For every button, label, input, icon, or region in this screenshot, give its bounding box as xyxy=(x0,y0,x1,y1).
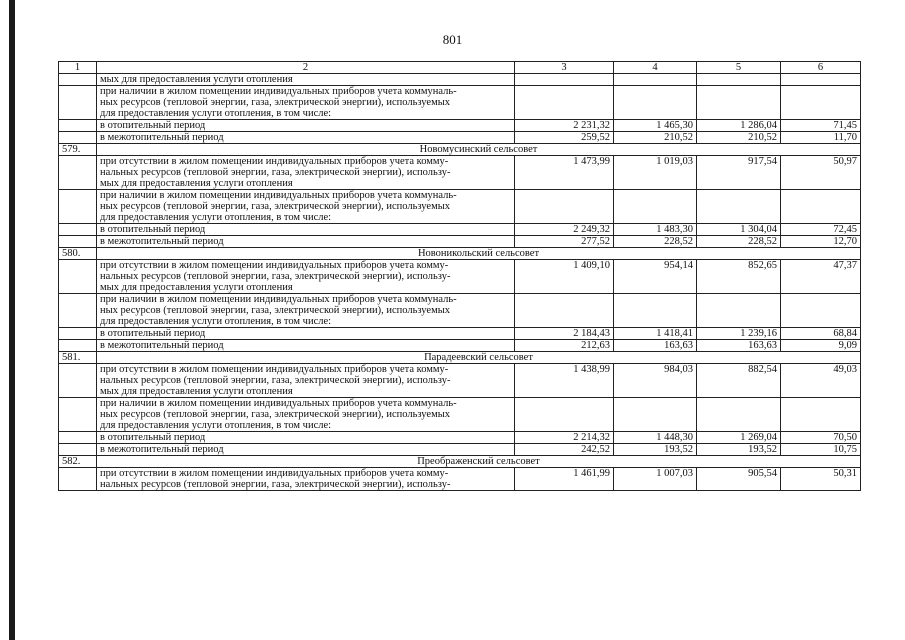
row-description xyxy=(97,190,515,224)
table-row xyxy=(59,224,861,236)
row-number xyxy=(59,328,97,340)
table-row xyxy=(59,74,861,86)
table-row xyxy=(59,340,861,352)
description-line: ных ресурсов (тепловой энергии, газа, электрической энергии), используемых xyxy=(100,409,451,420)
column-header: 4 xyxy=(614,62,697,74)
value-col-4: 1 019,03 xyxy=(614,156,697,190)
description-line: для предоставления услуги отопления, в том числе: xyxy=(100,108,332,119)
row-number xyxy=(59,398,97,432)
table-row xyxy=(59,190,861,224)
row-description xyxy=(97,132,515,144)
value-col-3: 1 409,10 xyxy=(515,260,614,294)
value-col-3: 259,52 xyxy=(515,132,614,144)
value-col-4 xyxy=(614,398,697,432)
value-col-3: 1 438,99 xyxy=(515,364,614,398)
table-body xyxy=(59,62,861,491)
value-col-5: 1 286,04 xyxy=(697,120,781,132)
description-line: при отсутствии в жилом помещении индивидуальных приборов учета комму- xyxy=(100,156,449,167)
value-col-3 xyxy=(515,294,614,328)
column-header: 3 xyxy=(515,62,614,74)
table-row xyxy=(59,328,861,340)
value-col-3: 277,52 xyxy=(515,236,614,248)
row-number: 579. xyxy=(59,144,97,156)
value-col-3: 2 231,32 xyxy=(515,120,614,132)
value-col-5: 1 269,04 xyxy=(697,432,781,444)
table-row xyxy=(59,260,861,294)
value-col-4: 163,63 xyxy=(614,340,697,352)
table-row xyxy=(59,86,861,120)
value-col-6: 12,70 xyxy=(781,236,861,248)
description-line: в межотопительный период xyxy=(100,132,224,143)
value-col-3: 2 184,43 xyxy=(515,328,614,340)
value-col-4 xyxy=(614,74,697,86)
row-number xyxy=(59,74,97,86)
description-line: для предоставления услуги отопления, в том числе: xyxy=(100,316,332,327)
row-description xyxy=(97,398,515,432)
value-col-4: 210,52 xyxy=(614,132,697,144)
value-col-5: 1 239,16 xyxy=(697,328,781,340)
value-col-5 xyxy=(697,398,781,432)
description-line: при наличии в жилом помещении индивидуальных приборов учета коммуналь- xyxy=(100,86,457,97)
table-row xyxy=(59,236,861,248)
row-number xyxy=(59,340,97,352)
value-col-3: 2 214,32 xyxy=(515,432,614,444)
value-col-4: 1 007,03 xyxy=(614,468,697,491)
description-line: ных ресурсов (тепловой энергии, газа, электрической энергии), используемых xyxy=(100,201,451,212)
row-number xyxy=(59,132,97,144)
scan-binding-edge xyxy=(9,0,15,640)
value-col-6: 9,09 xyxy=(781,340,861,352)
description-line: при наличии в жилом помещении индивидуальных приборов учета коммуналь- xyxy=(100,398,457,409)
row-description xyxy=(97,224,515,236)
value-col-6: 72,45 xyxy=(781,224,861,236)
description-line: при наличии в жилом помещении индивидуальных приборов учета коммуналь- xyxy=(100,190,457,201)
description-line: мых для предоставления услуги отопления xyxy=(100,282,293,293)
value-col-4: 1 483,30 xyxy=(614,224,697,236)
value-col-4: 1 418,41 xyxy=(614,328,697,340)
table-row xyxy=(59,444,861,456)
row-number xyxy=(59,236,97,248)
row-description xyxy=(97,260,515,294)
description-line: мых для предоставления услуги отопления xyxy=(100,178,293,189)
value-col-6: 70,50 xyxy=(781,432,861,444)
value-col-4 xyxy=(614,190,697,224)
description-line: в межотопительный период xyxy=(100,444,224,455)
description-line: нальных ресурсов (тепловой энергии, газа, электрической энергии), использу- xyxy=(100,375,451,386)
column-header: 5 xyxy=(697,62,781,74)
section-row xyxy=(59,248,861,260)
value-col-4: 954,14 xyxy=(614,260,697,294)
description-line: ных ресурсов (тепловой энергии, газа, электрической энергии), используемых xyxy=(100,97,451,108)
value-col-6: 47,37 xyxy=(781,260,861,294)
value-col-6 xyxy=(781,74,861,86)
value-col-5 xyxy=(697,86,781,120)
value-col-3: 1 473,99 xyxy=(515,156,614,190)
row-number xyxy=(59,444,97,456)
value-col-5: 852,65 xyxy=(697,260,781,294)
value-col-5 xyxy=(697,74,781,86)
value-col-5: 905,54 xyxy=(697,468,781,491)
row-description xyxy=(97,86,515,120)
value-col-4: 984,03 xyxy=(614,364,697,398)
value-col-6: 50,97 xyxy=(781,156,861,190)
row-description xyxy=(97,156,515,190)
value-col-3: 242,52 xyxy=(515,444,614,456)
description-line: нальных ресурсов (тепловой энергии, газа, электрической энергии), использу- xyxy=(100,271,451,282)
description-line: нальных ресурсов (тепловой энергии, газа, электрической энергии), использу- xyxy=(100,479,451,490)
section-row xyxy=(59,352,861,364)
column-header: 2 xyxy=(97,62,515,74)
row-number xyxy=(59,156,97,190)
value-col-3 xyxy=(515,190,614,224)
value-col-5: 210,52 xyxy=(697,132,781,144)
value-col-5: 228,52 xyxy=(697,236,781,248)
table-row xyxy=(59,364,861,398)
description-line: при отсутствии в жилом помещении индивидуальных приборов учета комму- xyxy=(100,260,449,271)
value-col-6 xyxy=(781,86,861,120)
value-col-5: 882,54 xyxy=(697,364,781,398)
value-col-4 xyxy=(614,294,697,328)
value-col-6 xyxy=(781,294,861,328)
table-row xyxy=(59,398,861,432)
description-line: мых для предоставления услуги отопления xyxy=(100,74,293,85)
description-line: при наличии в жилом помещении индивидуальных приборов учета коммуналь- xyxy=(100,294,457,305)
table-row xyxy=(59,156,861,190)
row-number xyxy=(59,468,97,491)
value-col-6 xyxy=(781,398,861,432)
value-col-4: 1 448,30 xyxy=(614,432,697,444)
table-header-row xyxy=(59,62,861,74)
row-number xyxy=(59,364,97,398)
description-line: ных ресурсов (тепловой энергии, газа, электрической энергии), используемых xyxy=(100,305,451,316)
row-description xyxy=(97,364,515,398)
section-title: Преображенский сельсовет xyxy=(97,456,861,468)
value-col-4: 228,52 xyxy=(614,236,697,248)
row-number: 582. xyxy=(59,456,97,468)
table-row xyxy=(59,120,861,132)
value-col-3 xyxy=(515,74,614,86)
value-col-6 xyxy=(781,190,861,224)
column-header: 6 xyxy=(781,62,861,74)
section-title: Парадеевский сельсовет xyxy=(97,352,861,364)
row-description xyxy=(97,444,515,456)
description-line: для предоставления услуги отопления, в том числе: xyxy=(100,420,332,431)
description-line: для предоставления услуги отопления, в том числе: xyxy=(100,212,332,223)
row-description xyxy=(97,328,515,340)
table-row xyxy=(59,468,861,491)
description-line: при отсутствии в жилом помещении индивидуальных приборов учета комму- xyxy=(100,364,449,375)
value-col-6: 68,84 xyxy=(781,328,861,340)
row-description xyxy=(97,294,515,328)
description-line: в межотопительный период xyxy=(100,340,224,351)
row-description xyxy=(97,432,515,444)
value-col-5 xyxy=(697,190,781,224)
value-col-5: 163,63 xyxy=(697,340,781,352)
description-line: в отопительный период xyxy=(100,432,206,443)
description-line: мых для предоставления услуги отопления xyxy=(100,386,293,397)
value-col-4: 1 465,30 xyxy=(614,120,697,132)
value-col-6: 11,70 xyxy=(781,132,861,144)
value-col-6: 50,31 xyxy=(781,468,861,491)
row-number: 580. xyxy=(59,248,97,260)
column-header: 1 xyxy=(59,62,97,74)
value-col-3: 1 461,99 xyxy=(515,468,614,491)
row-description xyxy=(97,468,515,491)
value-col-6: 10,75 xyxy=(781,444,861,456)
row-description xyxy=(97,74,515,86)
page-number: 801 xyxy=(442,32,463,47)
description-line: при отсутствии в жилом помещении индивидуальных приборов учета комму- xyxy=(100,468,449,479)
description-line: в отопительный период xyxy=(100,120,206,131)
value-col-4: 193,52 xyxy=(614,444,697,456)
row-number: 581. xyxy=(59,352,97,364)
tariff-table xyxy=(58,61,861,491)
value-col-3: 212,63 xyxy=(515,340,614,352)
section-row xyxy=(59,456,861,468)
section-title: Новоникольский сельсовет xyxy=(97,248,861,260)
table-row xyxy=(59,132,861,144)
row-description xyxy=(97,120,515,132)
description-line: в отопительный период xyxy=(100,328,206,339)
value-col-6: 49,03 xyxy=(781,364,861,398)
row-number xyxy=(59,190,97,224)
description-line: нальных ресурсов (тепловой энергии, газа, электрической энергии), использу- xyxy=(100,167,451,178)
row-number xyxy=(59,224,97,236)
description-line: в межотопительный период xyxy=(100,236,224,247)
row-description xyxy=(97,236,515,248)
row-number xyxy=(59,294,97,328)
table-row xyxy=(59,432,861,444)
value-col-5: 1 304,04 xyxy=(697,224,781,236)
value-col-5 xyxy=(697,294,781,328)
row-number xyxy=(59,260,97,294)
section-row xyxy=(59,144,861,156)
row-number xyxy=(59,86,97,120)
section-title: Новомусинский сельсовет xyxy=(97,144,861,156)
description-line: в отопительный период xyxy=(100,224,206,235)
value-col-6: 71,45 xyxy=(781,120,861,132)
value-col-3: 2 249,32 xyxy=(515,224,614,236)
value-col-5: 917,54 xyxy=(697,156,781,190)
value-col-5: 193,52 xyxy=(697,444,781,456)
row-number xyxy=(59,120,97,132)
table-row xyxy=(59,294,861,328)
value-col-4 xyxy=(614,86,697,120)
row-description xyxy=(97,340,515,352)
value-col-3 xyxy=(515,398,614,432)
row-number xyxy=(59,432,97,444)
value-col-3 xyxy=(515,86,614,120)
